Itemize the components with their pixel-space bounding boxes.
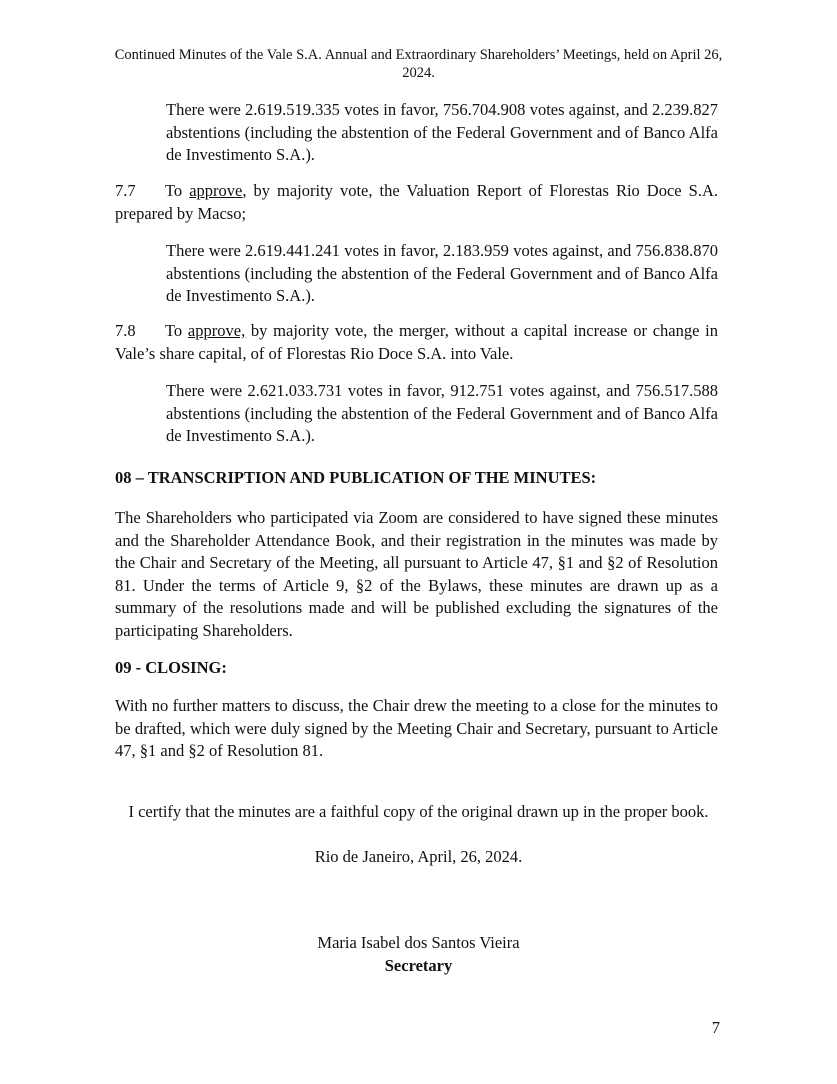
item-7-8-verb: approve,: [187, 321, 246, 340]
section-09-heading: 09 - CLOSING:: [115, 658, 227, 677]
item-7-7-number: 7.7: [115, 181, 136, 200]
item-7-7: [115, 180, 718, 225]
page-number: 7: [711, 1018, 720, 1037]
header-line-1: Continued Minutes of the Vale S.A. Annual and Extraordinary Shareholders’ Meetings, held on April 26,: [114, 47, 723, 63]
certification-statement: I certify that the minutes are a faithful copy of the original drawn up in the proper book.: [128, 802, 709, 821]
page-header: [110, 46, 727, 82]
vote-result-7-8: There were 2.621.033.731 votes in favor, 912.751 votes against, and 756.517.588 abstentions (including the abstention of the Federal Government and of Banco Alfa de Investimento S.A.).: [166, 381, 718, 445]
item-7-8-lead: To: [165, 321, 188, 340]
place-and-date: Rio de Janeiro, April, 26, 2024.: [314, 847, 523, 866]
section-08-heading: 08 – TRANSCRIPTION AND PUBLICATION OF THE MINUTES:: [115, 468, 597, 487]
vote-result-7-7: There were 2.619.441.241 votes in favor, 2.183.959 votes against, and 756.838.870 abstentions (including the abstention of the Federal Government and of Banco Alfa de Investimento S.A.).: [166, 241, 718, 305]
section-09-body: With no further matters to discuss, the Chair drew the meeting to a close for the minutes to be drafted, which were duly signed by the Meeting Chair and Secretary, pursuant to Article 47, §1 and §2 of Resolution 81.: [115, 696, 718, 760]
section-08-body: The Shareholders who participated via Zoom are considered to have signed these minutes and the Shareholder Attendance Book, and their registration in the minutes was made by the Chair and Secretary of the Meeting, all pursuant to Article 47, §1 and §2 of Resolution 81. Under the terms of Article 9, §2 of the Bylaws, these minutes are drawn up as a summary of the resolutions made and will be published excluding the signatures of the participating Shareholders.: [115, 508, 718, 640]
item-7-7-lead: To: [165, 181, 190, 200]
header-line-2: 2024.: [402, 65, 435, 81]
vote-result-7-6: There were 2.619.519.335 votes in favor, 756.704.908 votes against, and 2.239.827 abstentions (including the abstention of the Federal Government and of Banco Alfa de Investimento S.A.).: [166, 100, 718, 164]
item-7-8-text: by majority vote, the merger, without a capital increase or change in Vale’s share capital, of of Florestas Rio Doce S.A. into Vale.: [115, 321, 718, 363]
item-7-7-text: , by majority vote, the Valuation Report of Florestas Rio Doce S.A. prepared by Macso;: [115, 181, 718, 223]
item-7-7-verb: approve: [189, 181, 243, 200]
signatory-name: Maria Isabel dos Santos Vieira: [317, 933, 520, 952]
item-7-8: [115, 320, 718, 365]
signatory-title: Secretary: [384, 956, 453, 975]
item-7-8-number: 7.8: [115, 321, 136, 340]
